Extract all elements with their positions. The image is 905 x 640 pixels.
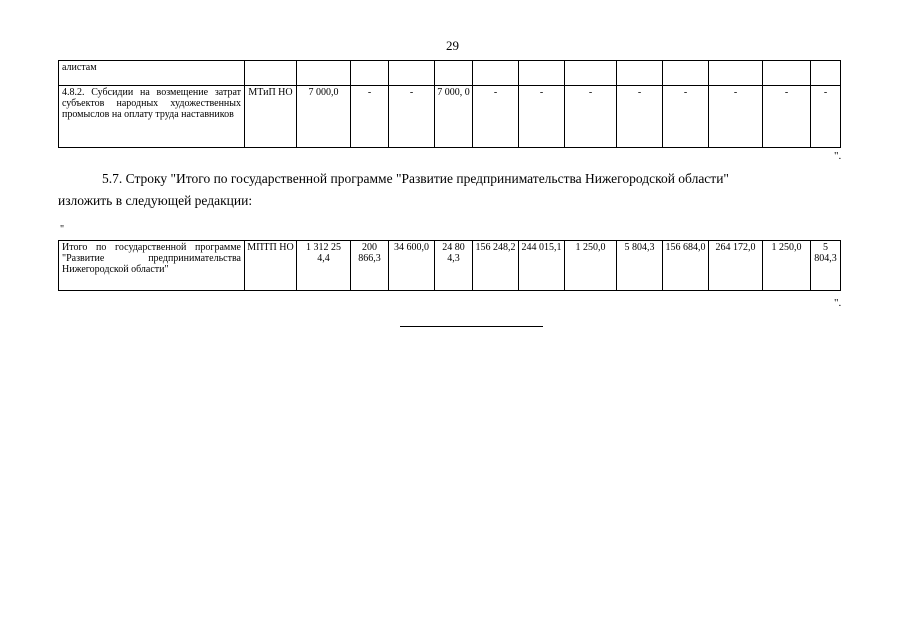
table-cell: 1 250,0 [565, 241, 617, 291]
table-cell: - [389, 86, 435, 148]
table-cell: 7 000,0 [297, 86, 351, 148]
table-cell: - [519, 86, 565, 148]
table-cell: - [709, 86, 763, 148]
table-cell: - [473, 86, 519, 148]
table-cell: 5 804,3 [811, 241, 841, 291]
table-cell: алистам [59, 61, 245, 86]
table-cell: - [811, 86, 841, 148]
table-cell [519, 61, 565, 86]
table-row [59, 86, 841, 148]
table-cell [663, 61, 709, 86]
table-cell: - [763, 86, 811, 148]
table-cell: Итого по государственной программе "Развитие предпринимательства Нижегородской области" [59, 241, 245, 291]
table-cell [811, 61, 841, 86]
paragraph-line: изложить в следующей редакции: [58, 193, 253, 208]
table-cell [617, 61, 663, 86]
separator-line [400, 326, 543, 327]
table-cell: 24 80 4,3 [435, 241, 473, 291]
table-cell: 1 312 25 4,4 [297, 241, 351, 291]
table-cell: 34 600,0 [389, 241, 435, 291]
table-cell: 244 015,1 [519, 241, 565, 291]
table-cell: МТиП НО [245, 86, 297, 148]
table-cell [351, 61, 389, 86]
table-cell [245, 61, 297, 86]
opening-quote: " [60, 224, 65, 235]
paragraph-line: 5.7. Строку "Итого по государственной программе "Развитие предпринимательства Нижегородской области" [102, 171, 729, 186]
amendment-paragraph [58, 168, 841, 212]
table-cell: 7 000, 0 [435, 86, 473, 148]
table-cell [473, 61, 519, 86]
table-row [59, 241, 841, 291]
table-cell: 264 172,0 [709, 241, 763, 291]
table-cell [565, 61, 617, 86]
table-cell: 4.8.2. Субсидии на возмещение затрат субъектов народных художественных промыслов на оплату труда наставников [59, 86, 245, 148]
closing-quote: ". [834, 297, 842, 309]
table-cell [297, 61, 351, 86]
table-cell: 5 804,3 [617, 241, 663, 291]
table-cell: 1 250,0 [763, 241, 811, 291]
table-row [59, 61, 841, 86]
table-cell: 200 866,3 [351, 241, 389, 291]
table-cell: - [565, 86, 617, 148]
program-total-table [58, 240, 841, 291]
program-table-part [58, 60, 841, 148]
table-cell [709, 61, 763, 86]
table-cell [435, 61, 473, 86]
table-cell [763, 61, 811, 86]
table-cell: МПТП НО [245, 241, 297, 291]
closing-quote: ". [834, 150, 842, 162]
page-number: 29 [446, 38, 459, 53]
table-cell: - [351, 86, 389, 148]
table-cell: - [617, 86, 663, 148]
table-cell: 156 684,0 [663, 241, 709, 291]
table-cell: 156 248,2 [473, 241, 519, 291]
table-cell: - [663, 86, 709, 148]
table-cell [389, 61, 435, 86]
